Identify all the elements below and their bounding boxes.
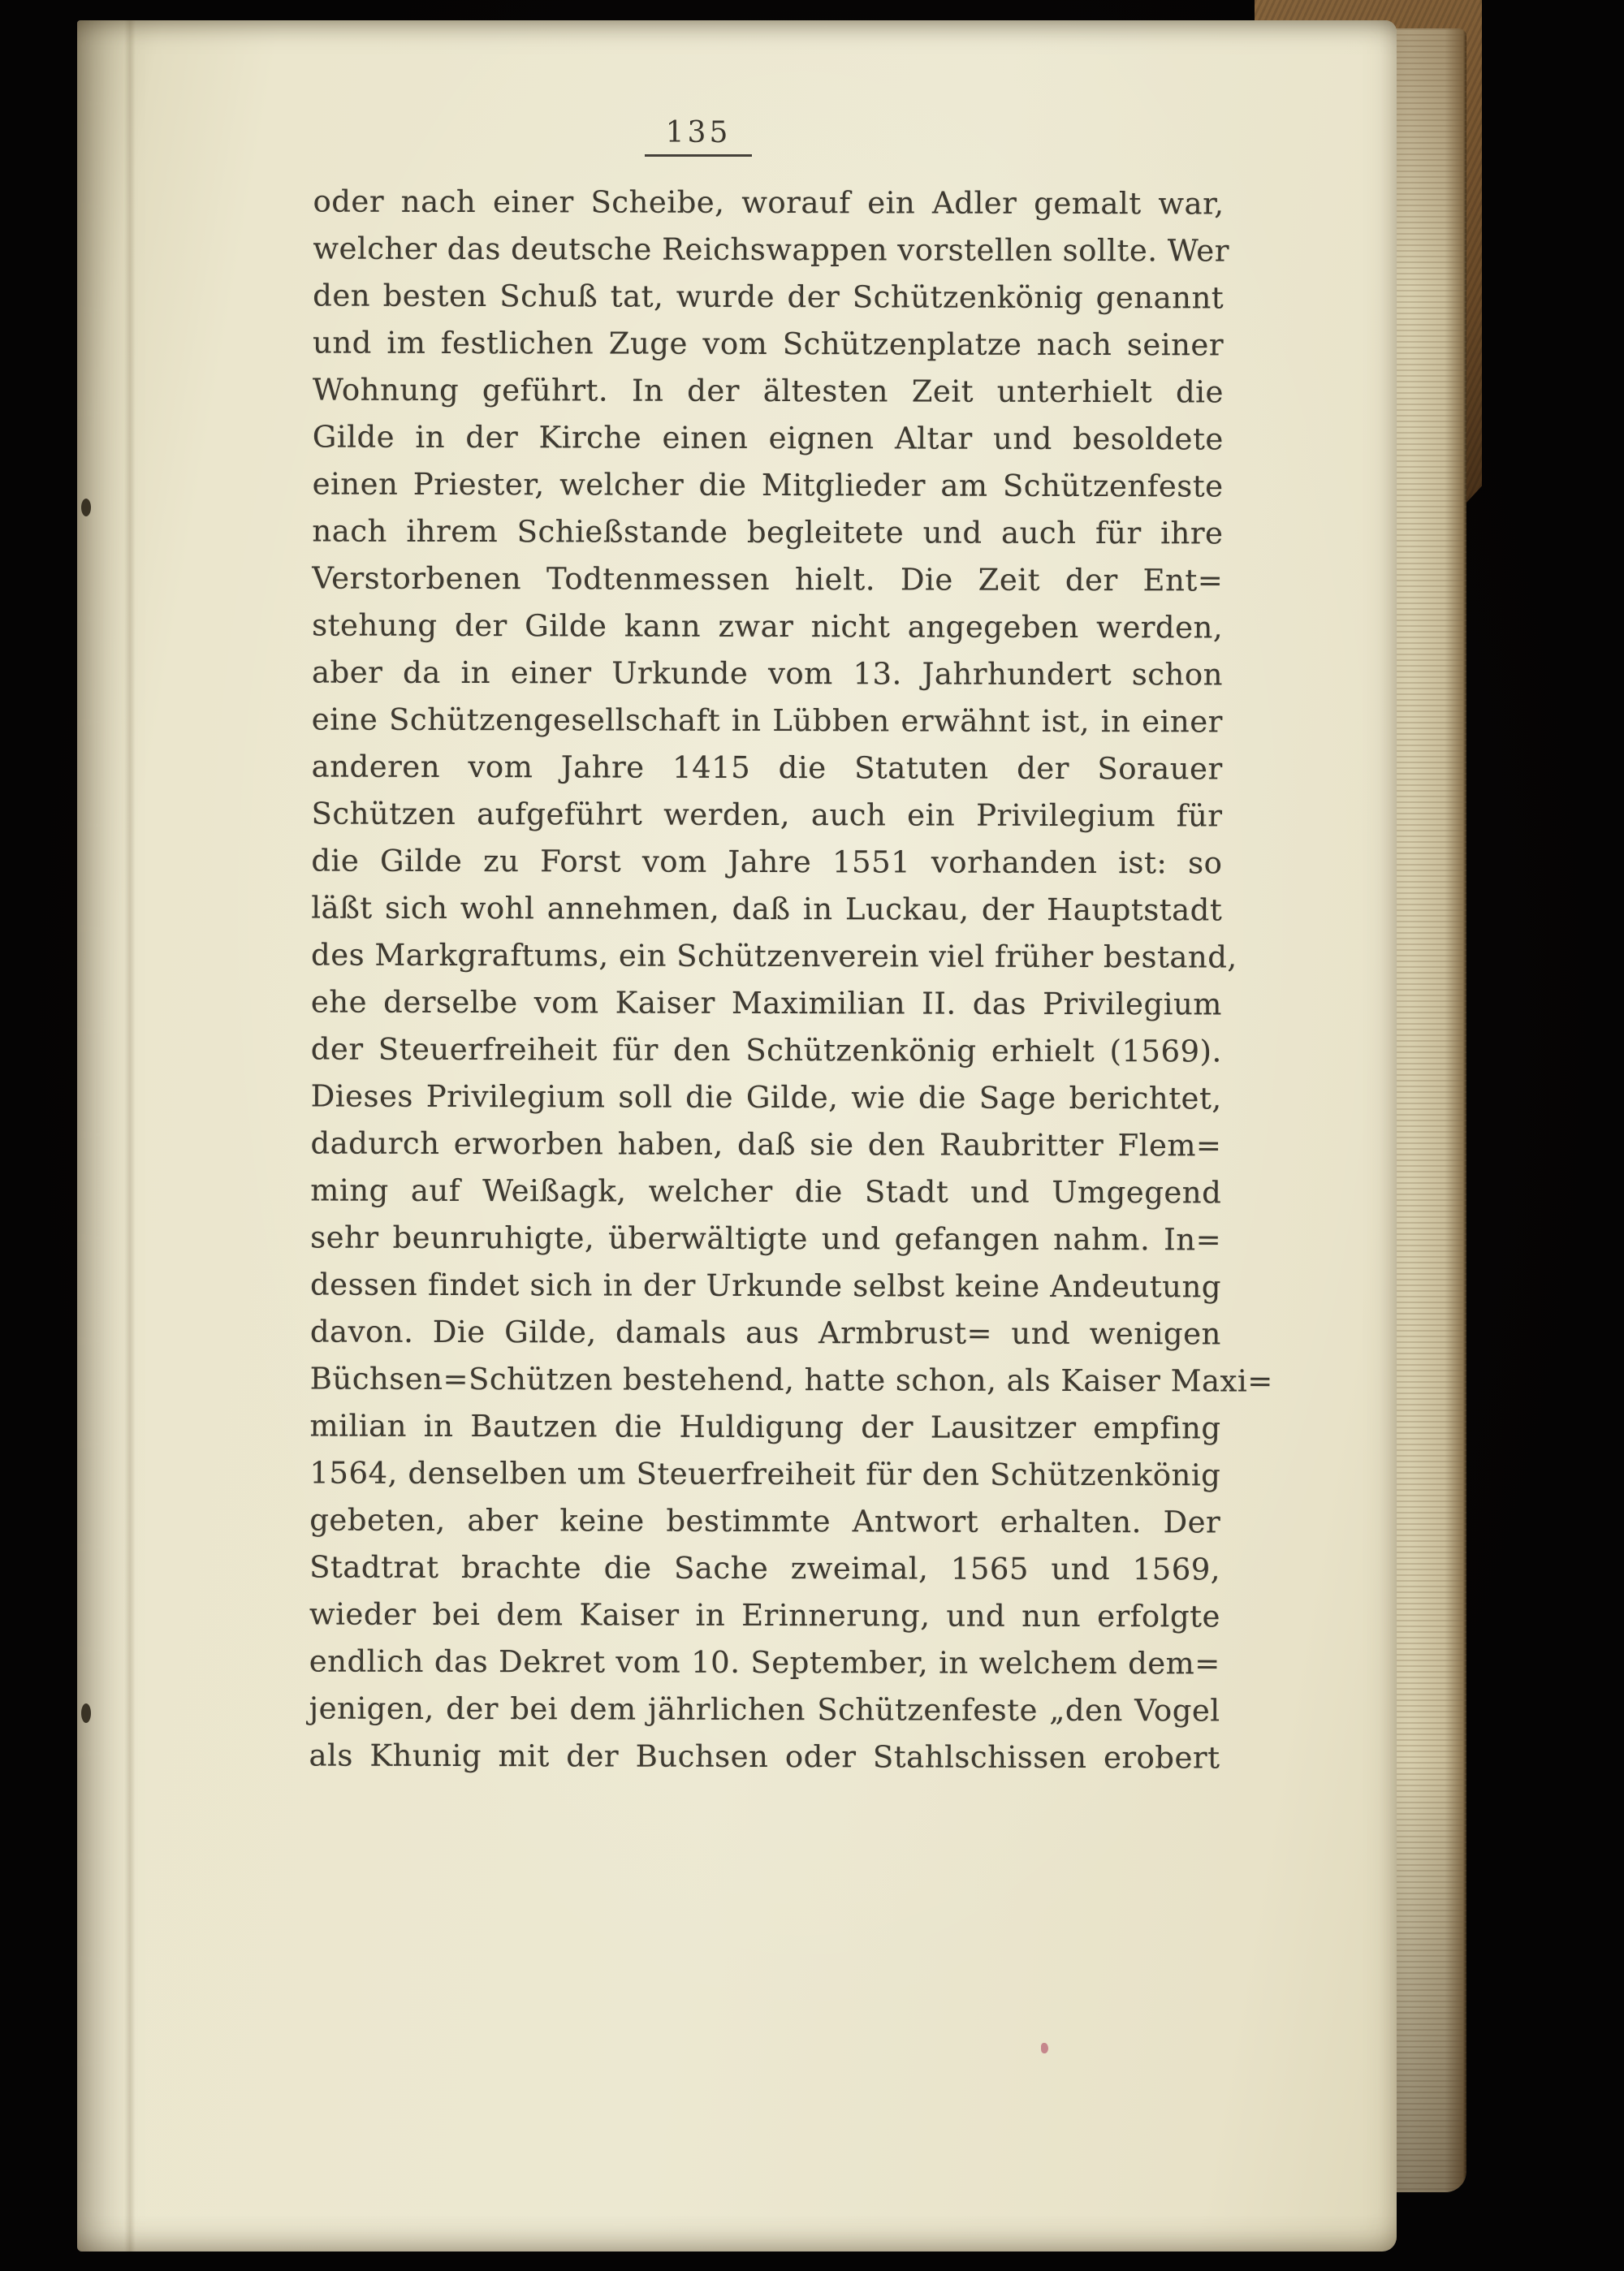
text-line: Büchsen=Schützen bestehend, hatte schon, als Kaiser Maxi= <box>309 1361 1273 1399</box>
text-line: oder nach einer Scheibe, worauf ein Adler gemalt war, <box>313 183 1224 222</box>
text-line: läßt sich wohl annehmen, daß in Luckau, der Hauptstadt <box>311 890 1223 928</box>
text-line: den besten Schuß tat, wurde der Schützenkönig genannt <box>313 278 1224 316</box>
text-line: anderen vom Jahre 1415 die Statuten der Sorauer <box>311 749 1223 787</box>
text-block <box>309 179 1273 1782</box>
text-line: nach ihrem Schießstande begleitete und auch für ihre <box>312 513 1224 551</box>
text-line: gebeten, aber keine bestimmte Antwort erhalten. Der <box>309 1502 1221 1540</box>
binding-speck <box>81 499 91 516</box>
text-line: endlich das Dekret vom 10. September, in welchem dem= <box>309 1643 1220 1682</box>
text-line: Dieses Privilegium soll die Gilde, wie die Sage berichtet, <box>310 1078 1222 1116</box>
text-line: wieder bei dem Kaiser in Erinnerung, und nun erfolgte <box>309 1596 1221 1634</box>
text-line: eine Schützengesellschaft in Lübben erwähnt ist, in einer <box>311 702 1223 740</box>
text-line: einen Priester, welcher die Mitglieder am Schützenfeste <box>312 466 1224 504</box>
text-line: als Khunig mit der Buchsen oder Stahlschissen erobert <box>309 1738 1220 1776</box>
text-line: der Steuerfreiheit für den Schützenkönig erhielt (1569). <box>310 1031 1222 1069</box>
text-line: und im festlichen Zuge vom Schützenplatze nach seiner <box>312 325 1224 363</box>
page-header <box>77 116 1320 157</box>
text-line: dessen findet sich in der Urkunde selbst keine Andeutung <box>309 1267 1222 1305</box>
text-line: stehung der Gilde kann zwar nicht angegeben werden, <box>312 607 1224 645</box>
text-line: Verstorbenen Todtenmessen hielt. Die Zeit der Ent= <box>312 560 1224 598</box>
text-line: milian in Bautzen die Huldigung der Lausitzer empfing <box>309 1408 1221 1446</box>
text-line: davon. Die Gilde, damals aus Armbrust= und wenigen <box>309 1314 1221 1352</box>
text-line: welcher das deutsche Reichswappen vorstellen sollte. Wer <box>313 231 1229 269</box>
text-line: Wohnung geführt. In der ältesten Zeit unterhielt die <box>312 372 1224 410</box>
text-line: die Gilde zu Forst vom Jahre 1551 vorhanden ist: so <box>311 843 1223 881</box>
page-number: 135 <box>645 116 753 157</box>
paper-blemish <box>1041 2043 1048 2053</box>
text-line: Stadtrat brachte die Sache zweimal, 1565 und 1569, <box>309 1549 1221 1587</box>
text-line: ehe derselbe vom Kaiser Maximilian II. das Privilegium <box>310 984 1222 1022</box>
gutter-crease <box>124 20 136 2252</box>
text-line: 1564, denselben um Steuerfreiheit für den Schützenkönig <box>309 1455 1221 1493</box>
text-line: jenigen, der bei dem jährlichen Schützenfeste „den Vogel <box>309 1690 1220 1729</box>
text-line: Gilde in der Kirche einen eignen Altar und besoldete <box>312 419 1224 457</box>
text-line: dadurch erworben haben, daß sie den Raubritter Flem= <box>310 1125 1222 1164</box>
book-page <box>77 20 1397 2252</box>
binding-speck <box>81 1703 91 1723</box>
text-line: aber da in einer Urkunde vom 13. Jahrhundert schon <box>311 654 1224 693</box>
text-line: des Markgraftums, ein Schützenverein viel früher bestand, <box>311 937 1237 975</box>
text-line: sehr beunruhigte, überwältigte und gefangen nahm. In= <box>310 1220 1222 1258</box>
text-line: ming auf Weißagk, welcher die Stadt und Umgegend <box>310 1172 1222 1211</box>
text-line: Schützen aufgeführt werden, auch ein Privilegium für <box>311 796 1223 834</box>
